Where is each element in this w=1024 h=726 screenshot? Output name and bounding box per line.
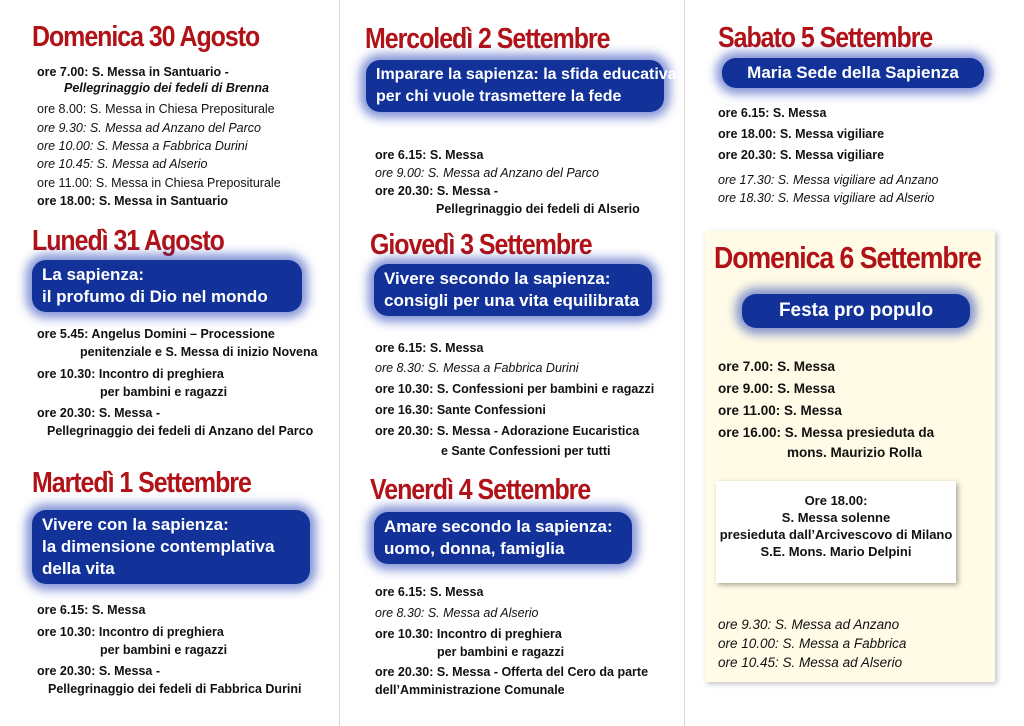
box-line: S. Messa solenne — [781, 510, 891, 525]
schedule-line: per bambini e ragazzi — [437, 645, 565, 659]
day-title: Venerdì 4 Settembre — [370, 474, 591, 506]
schedule-line: ore 6.15: S. Messa — [375, 341, 484, 355]
schedule-line: ore 18.00: S. Messa vigiliare — [718, 127, 885, 141]
schedule-line: mons. Maurizio Rolla — [787, 445, 923, 460]
column-divider — [339, 0, 340, 726]
theme-banner — [32, 510, 310, 584]
schedule-line: per bambini e ragazzi — [100, 385, 228, 399]
schedule-line: ore 10.45: S. Messa ad Alserio — [718, 655, 903, 670]
theme-line: il profumo di Dio nel mondo — [42, 287, 268, 306]
theme-line: della vita — [42, 559, 115, 578]
schedule-line: Pellegrinaggio dei fedeli di Anzano del Parco — [47, 424, 314, 438]
day-title: Martedì 1 Settembre — [32, 467, 251, 499]
box-line: presieduta dall’Arcivescovo di Milano — [719, 527, 953, 542]
schedule-line: ore 20.30: S. Messa - Adorazione Eucaristica — [375, 424, 640, 438]
schedule-line: Pellegrinaggio dei fedeli di Brenna — [64, 81, 269, 95]
theme-line: Imparare la sapienza: la sfida educativa — [376, 66, 677, 83]
theme-line: la dimensione contemplativa — [42, 537, 275, 556]
schedule-line: ore 18.30: S. Messa vigiliare ad Alserio — [718, 191, 935, 205]
schedule-line: ore 11.00: S. Messa in Chiesa Prepositurale — [37, 176, 281, 190]
theme-banner — [742, 294, 970, 328]
schedule-line: ore 9.00: S. Messa — [718, 381, 836, 396]
schedule-line: ore 20.30: S. Messa vigiliare — [718, 148, 885, 162]
schedule-line: ore 8.30: S. Messa a Fabbrica Durini — [375, 361, 579, 375]
schedule-line: ore 10.30: S. Confessioni per bambini e ragazzi — [375, 382, 655, 396]
theme-line: Vivere con la sapienza: — [42, 515, 229, 534]
theme-banner — [374, 264, 652, 316]
theme-line: Vivere secondo la sapienza: — [384, 269, 611, 288]
schedule-line: e Sante Confessioni per tutti — [441, 444, 611, 458]
theme-banner — [722, 58, 984, 88]
day-title: Sabato 5 Settembre — [718, 22, 933, 54]
theme-line: per chi vuole trasmettere la fede — [376, 88, 622, 105]
schedule-line: ore 20.30: S. Messa - — [37, 664, 160, 678]
schedule-line: ore 6.15: S. Messa — [375, 148, 484, 162]
box-line: S.E. Mons. Mario Delpini — [760, 544, 912, 559]
schedule-line: ore 20.30: S. Messa - Offerta del Cero da parte — [375, 665, 649, 679]
schedule-line: ore 17.30: S. Messa vigiliare ad Anzano — [718, 173, 939, 187]
schedule-line: ore 10.00: S. Messa a Fabbrica Durini — [37, 139, 248, 153]
schedule-line: ore 8.30: S. Messa ad Alserio — [375, 606, 539, 620]
theme-banner — [374, 512, 632, 564]
theme-line: uomo, donna, famiglia — [384, 539, 565, 558]
schedule-line: ore 8.00: S. Messa in Chiesa Prepositurale — [37, 102, 275, 116]
solemn-mass-box — [716, 481, 956, 583]
column-divider — [684, 0, 685, 726]
schedule-line: ore 20.30: S. Messa - — [375, 184, 498, 198]
schedule-line: ore 10.45: S. Messa ad Alserio — [37, 157, 208, 171]
schedule-line: ore 16.30: Sante Confessioni — [375, 403, 546, 417]
schedule-line: ore 5.45: Angelus Domini – Processione — [37, 327, 275, 341]
schedule-line: ore 10.30: Incontro di preghiera — [375, 627, 562, 641]
theme-line: La sapienza: — [42, 265, 145, 284]
schedule-line: penitenziale e S. Messa di inizio Novena — [80, 345, 318, 359]
schedule-line: ore 10.30: Incontro di preghiera — [37, 625, 224, 639]
theme-line: Maria Sede della Sapienza — [747, 63, 959, 82]
schedule-line: Pellegrinaggio dei fedeli di Alserio — [436, 202, 640, 216]
schedule-line: ore 10.00: S. Messa a Fabbrica — [718, 636, 907, 651]
theme-line: Festa pro populo — [778, 300, 934, 321]
schedule-line: ore 18.00: S. Messa in Santuario — [37, 194, 229, 208]
theme-banner — [366, 60, 677, 112]
schedule-line: dell’Amministrazione Comunale — [375, 683, 565, 697]
schedule-line: per bambini e ragazzi — [100, 643, 228, 657]
schedule-line: ore 6.15: S. Messa — [37, 603, 146, 617]
schedule-line: ore 7.00: S. Messa — [718, 359, 836, 374]
schedule-line: ore 6.15: S. Messa — [718, 106, 827, 120]
schedule-line: ore 20.30: S. Messa - — [37, 406, 160, 420]
schedule-line: ore 11.00: S. Messa — [718, 403, 842, 418]
theme-line: Amare secondo la sapienza: — [384, 517, 613, 536]
schedule-line: Pellegrinaggio dei fedeli di Fabbrica Durini — [48, 682, 302, 696]
schedule-line: ore 9.30: S. Messa ad Anzano — [718, 617, 900, 632]
theme-banner — [32, 260, 302, 312]
box-line: Ore 18.00: — [804, 493, 868, 508]
schedule-line: ore 10.30: Incontro di preghiera — [37, 367, 224, 381]
schedule-line: ore 9.30: S. Messa ad Anzano del Parco — [37, 121, 261, 135]
day-title: Mercoledì 2 Settembre — [365, 23, 610, 55]
day-title: Giovedì 3 Settembre — [370, 229, 592, 261]
schedule-line: ore 7.00: S. Messa in Santuario - — [37, 65, 229, 79]
schedule-line: ore 9.00: S. Messa ad Anzano del Parco — [375, 166, 599, 180]
theme-line: consigli per una vita equilibrata — [384, 291, 640, 310]
schedule-line: ore 16.00: S. Messa presieduta da — [718, 425, 935, 440]
schedule-line: ore 6.15: S. Messa — [375, 585, 484, 599]
day-title: Domenica 30 Agosto — [32, 21, 260, 53]
day-title: Lunedì 31 Agosto — [32, 225, 224, 257]
day-title: Domenica 6 Settembre — [714, 240, 981, 275]
